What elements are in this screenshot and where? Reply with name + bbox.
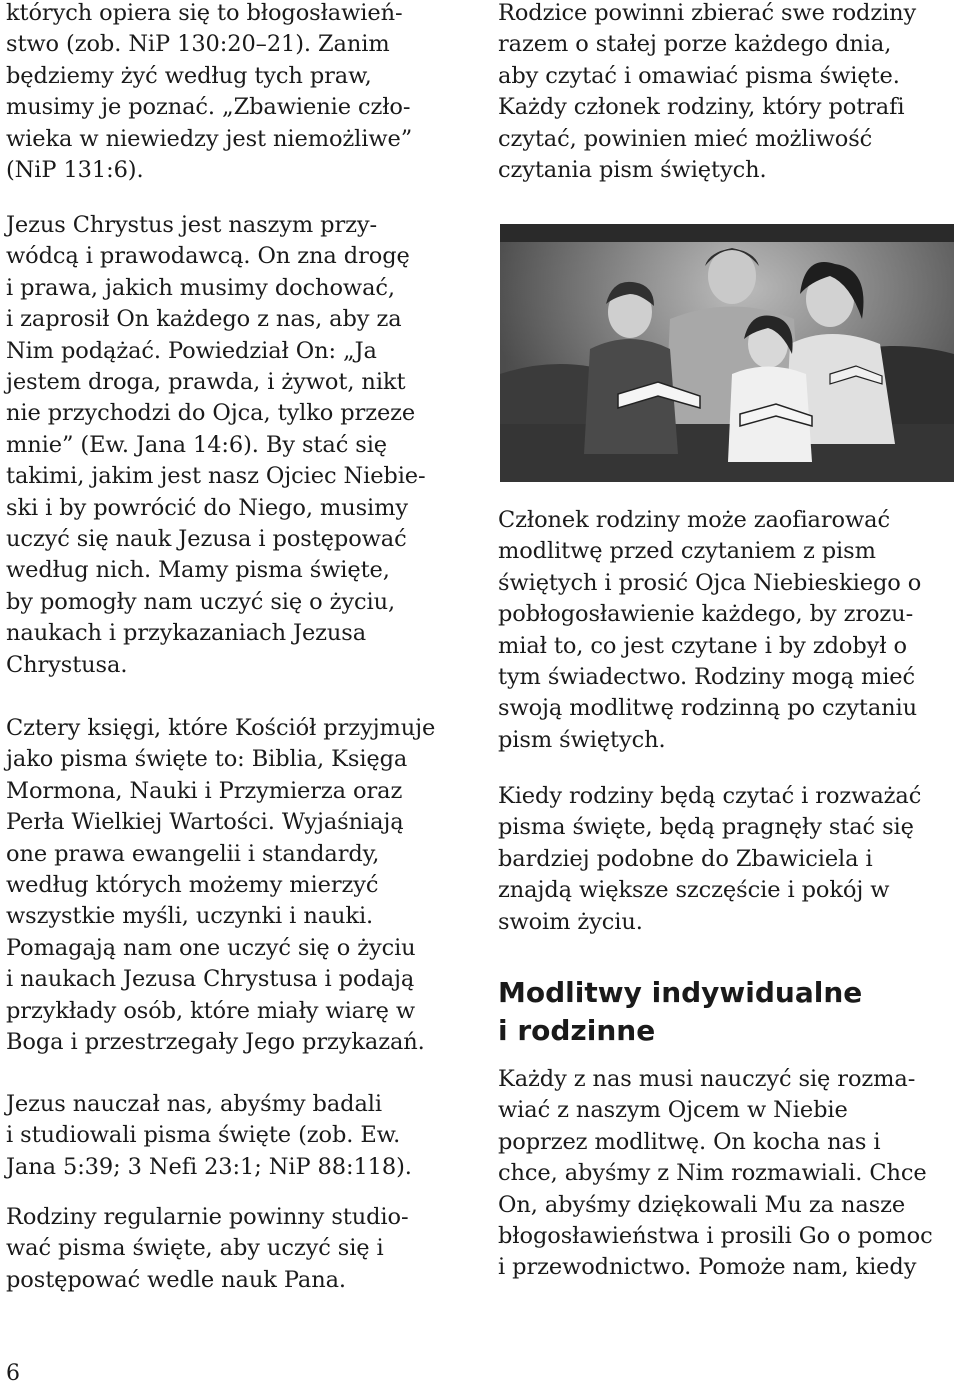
text-line: Mormona, Nauki i Przymierza oraz bbox=[6, 777, 403, 804]
paragraph-four-books bbox=[6, 713, 435, 1058]
text-line: mnie” (Ew. Jana 14:6). By stać się bbox=[6, 431, 388, 458]
text-line: Rodziny regularnie powinny studio- bbox=[6, 1204, 409, 1230]
text-line: Jezus nauczał nas, abyśmy badali bbox=[6, 1091, 382, 1117]
text-line: i studiowali pisma święte (zob. Ew. bbox=[6, 1122, 401, 1149]
text-line: swoją modlitwę rodzinną po czytaniu bbox=[498, 695, 918, 722]
paragraph-jesus-taught bbox=[6, 1089, 412, 1183]
text-line: wszystkie myśli, uczynki i nauki. bbox=[6, 903, 374, 930]
text-line: poprzez modlitwę. On kocha nas i bbox=[498, 1128, 881, 1155]
text-line: według nich. Mamy pisma święte, bbox=[6, 557, 390, 584]
text-line: wieka w niewiedzy jest niemożliwe” bbox=[6, 125, 413, 152]
text-line: przykłady osób, które miały wiarę w bbox=[6, 997, 416, 1024]
text-line: błogosławieństwa i prosili Go o pomoc bbox=[498, 1223, 933, 1250]
text-line: będziemy żyć według tych praw, bbox=[6, 62, 372, 89]
text-line: wiać z naszym Ojcem w Niebie bbox=[498, 1097, 848, 1124]
text-line: miał to, co jest czytane i by zdobył o bbox=[498, 632, 907, 659]
family-photo-illustration bbox=[500, 224, 954, 482]
text-line: świętych i prosić Ojca Niebieskiego o bbox=[498, 569, 922, 596]
text-line: uczyć się nauk Jezusa i postępować bbox=[6, 526, 407, 553]
text-line: pobłogosławienie każdego, by zrozu- bbox=[498, 601, 914, 628]
text-line: jako pisma święte to: Biblia, Księga bbox=[6, 746, 408, 773]
text-line: Perła Wielkiej Wartości. Wyjaśniają bbox=[6, 809, 404, 836]
text-line: jestem droga, prawda, i żywot, nikt bbox=[6, 369, 406, 396]
paragraph-when-families-read bbox=[498, 781, 921, 938]
text-line: chce, abyśmy z Nim rozmawiali. Chce bbox=[498, 1160, 927, 1187]
paragraph-prayer bbox=[498, 1064, 933, 1284]
text-line: bardziej podobne do Zbawiciela i bbox=[498, 845, 873, 872]
text-line: których opiera się to błogosławień- bbox=[6, 0, 403, 26]
paragraph-parents-gather bbox=[498, 0, 916, 186]
text-line: wódcą i prawodawcą. On zna drogę bbox=[6, 243, 410, 270]
text-line: Kiedy rodziny będą czytać i rozważać bbox=[498, 783, 922, 809]
text-line: (NiP 131:6). bbox=[6, 157, 144, 184]
text-line: i prawa, jakich musimy dochować, bbox=[6, 274, 395, 301]
text-line: musimy je poznać. „Zbawienie czło- bbox=[6, 94, 411, 121]
text-line: pism świętych. bbox=[498, 726, 666, 753]
text-line: Nim podążać. Powiedział On: „Ja bbox=[6, 337, 377, 364]
text-line: według których możemy mierzyć bbox=[6, 872, 379, 899]
text-line: On, abyśmy dziękowali Mu za nasze bbox=[498, 1191, 906, 1218]
text-line: czytać, powinien mieć możliwość bbox=[498, 125, 873, 152]
text-line: razem o stałej porze każdego dnia, bbox=[498, 31, 892, 58]
text-line: Cztery księgi, które Kościół przyjmuje bbox=[6, 715, 436, 741]
paragraph-blessing-laws bbox=[6, 0, 412, 186]
text-line: czytania pism świętych. bbox=[498, 157, 767, 184]
heading-line: Modlitwy indywidualne bbox=[498, 976, 863, 1009]
text-line: Jezus Chrystus jest naszym przy- bbox=[6, 212, 377, 238]
text-line: Chrystusa. bbox=[6, 651, 128, 678]
page-number: 6 bbox=[6, 1361, 20, 1386]
text-line: Rodzice powinni zbierać swe rodziny bbox=[498, 0, 917, 26]
text-line: by pomogły nam uczyć się o życiu, bbox=[6, 588, 396, 615]
text-line: swoim życiu. bbox=[498, 908, 643, 935]
text-line: modlitwę przed czytaniem z pism bbox=[498, 538, 876, 565]
text-line: tym świadectwo. Rodziny mogą mieć bbox=[498, 664, 916, 691]
text-line: aby czytać i omawiać pisma święte. bbox=[498, 62, 900, 89]
text-line: nie przychodzi do Ojca, tylko przeze bbox=[6, 400, 416, 427]
text-line: Jana 5:39; 3 Nefi 23:1; NiP 88:118). bbox=[6, 1153, 412, 1180]
text-line: i zaprosił On każdego z nas, aby za bbox=[6, 306, 402, 333]
text-line: Boga i przestrzegały Jego przykazań. bbox=[6, 1029, 425, 1056]
text-line: Członek rodziny może zaofiarować bbox=[498, 507, 890, 533]
text-line: ski i by powrócić do Niego, musimy bbox=[6, 494, 408, 521]
text-line: znajdą większe szczęście i pokój w bbox=[498, 877, 890, 904]
paragraph-family-prayer bbox=[498, 505, 921, 756]
text-line: Każdy członek rodziny, który potrafi bbox=[498, 94, 905, 121]
section-heading bbox=[498, 974, 862, 1050]
heading-line: i rodzinne bbox=[498, 1014, 656, 1047]
text-line: i naukach Jezusa Chrystusa i podają bbox=[6, 966, 415, 993]
text-line: naukach i przykazaniach Jezusa bbox=[6, 620, 367, 647]
paragraph-jesus-leader bbox=[6, 210, 426, 681]
text-line: stwo (zob. NiP 130:20–21). Zanim bbox=[6, 31, 390, 58]
text-line: wać pisma święte, aby uczyć się i bbox=[6, 1235, 384, 1262]
text-line: takimi, jakim jest nasz Ojciec Niebie- bbox=[6, 463, 426, 490]
paragraph-families-study bbox=[6, 1202, 408, 1296]
text-line: i przewodnictwo. Pomoże nam, kiedy bbox=[498, 1254, 917, 1281]
text-line: pisma święte, będą pragnęły stać się bbox=[498, 814, 914, 841]
text-line: Pomagają nam one uczyć się o życiu bbox=[6, 934, 416, 961]
text-line: one prawa ewangelii i standardy, bbox=[6, 840, 380, 867]
text-line: postępować wedle nauk Pana. bbox=[6, 1266, 346, 1293]
family-reading-photo bbox=[500, 224, 954, 482]
text-line: Każdy z nas musi nauczyć się rozma- bbox=[498, 1066, 916, 1092]
